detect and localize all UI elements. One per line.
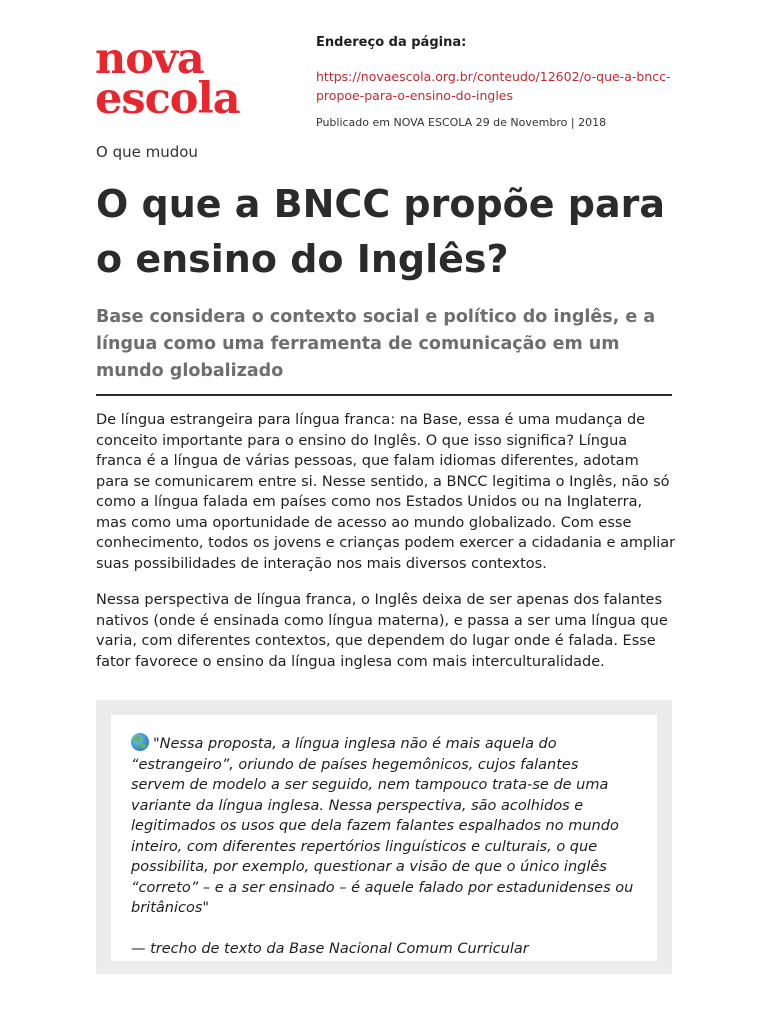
published-date: Publicado em NOVA ESCOLA 29 de Novembro | 2018	[316, 116, 607, 129]
paragraph: Nessa perspectiva de língua franca, o Inglês deixa de ser apenas dos falantes nativos (onde é ensinada como língua materna), e passa a ser uma língua que varia, com diferentes contextos, que dependem do lugar onde é falada. Esse fator favorece o ensino da língua inglesa com mais interculturalidade.	[96, 592, 668, 670]
divider	[96, 394, 672, 396]
logo-line-1: nova	[95, 34, 204, 84]
article-subtitle: Base considera o contexto social e político do inglês, e a língua como uma ferramenta de comunicação em um mundo globalizado	[96, 307, 656, 381]
article-title: O que a BNCC propõe para o ensino do Inglês?	[96, 182, 666, 281]
globe-icon	[131, 733, 149, 751]
section-label: O que mudou	[96, 143, 198, 161]
logo-line-2: escola	[95, 74, 240, 124]
page-meta	[316, 34, 696, 131]
page-url-link[interactable]: https://novaescola.org.br/conteudo/12602/o-que-a-bncc-propoe-para-o-ensino-do-ingles	[316, 69, 671, 103]
quote	[131, 733, 637, 919]
paragraph: De língua estrangeira para língua franca: na Base, essa é uma mudança de conceito importante para o ensino do Inglês. O que isso significa? Língua franca é a língua de várias pessoas, que falam idiomas diferentes, adotam para se comunicarem entre si. Nesse sentido, a BNCC legitima o Inglês, não só como a língua falada em países como nos Estados Unidos ou na Inglaterra, mas como uma oportunidade de acesso ao mundo globalizado. Com esse conhecimento, todos os jovens e crianças podem exercer a cidadania e ampliar suas possibilidades de interação nos mais diversos contextos.	[96, 412, 676, 572]
article-body	[96, 410, 676, 688]
quote-box	[96, 700, 672, 974]
quote-text: "Nessa proposta, a língua inglesa não é mais aquela do “estrangeiro”, oriundo de países hegemônicos, cujos falantes servem de modelo a ser seguido, nem tampouco trata-se de uma variante da língua inglesa. Nessa perspectiva, são acolhidos e legitimados os usos que dela fazem falantes espalhados no mundo inteiro, com diferentes repertórios linguísticos e culturais, o que possibilita, por exemplo, questionar a visão de que o único inglês “correto” – e a ser ensinado – é aquele falado por estadunidenses ou britânicos"	[131, 736, 634, 916]
nova-escola-logo[interactable]	[95, 34, 275, 124]
quote-source: — trecho de texto da Base Nacional Comum Curricular	[131, 940, 529, 957]
quote-card	[111, 715, 657, 961]
address-label: Endereço da página:	[316, 35, 467, 50]
